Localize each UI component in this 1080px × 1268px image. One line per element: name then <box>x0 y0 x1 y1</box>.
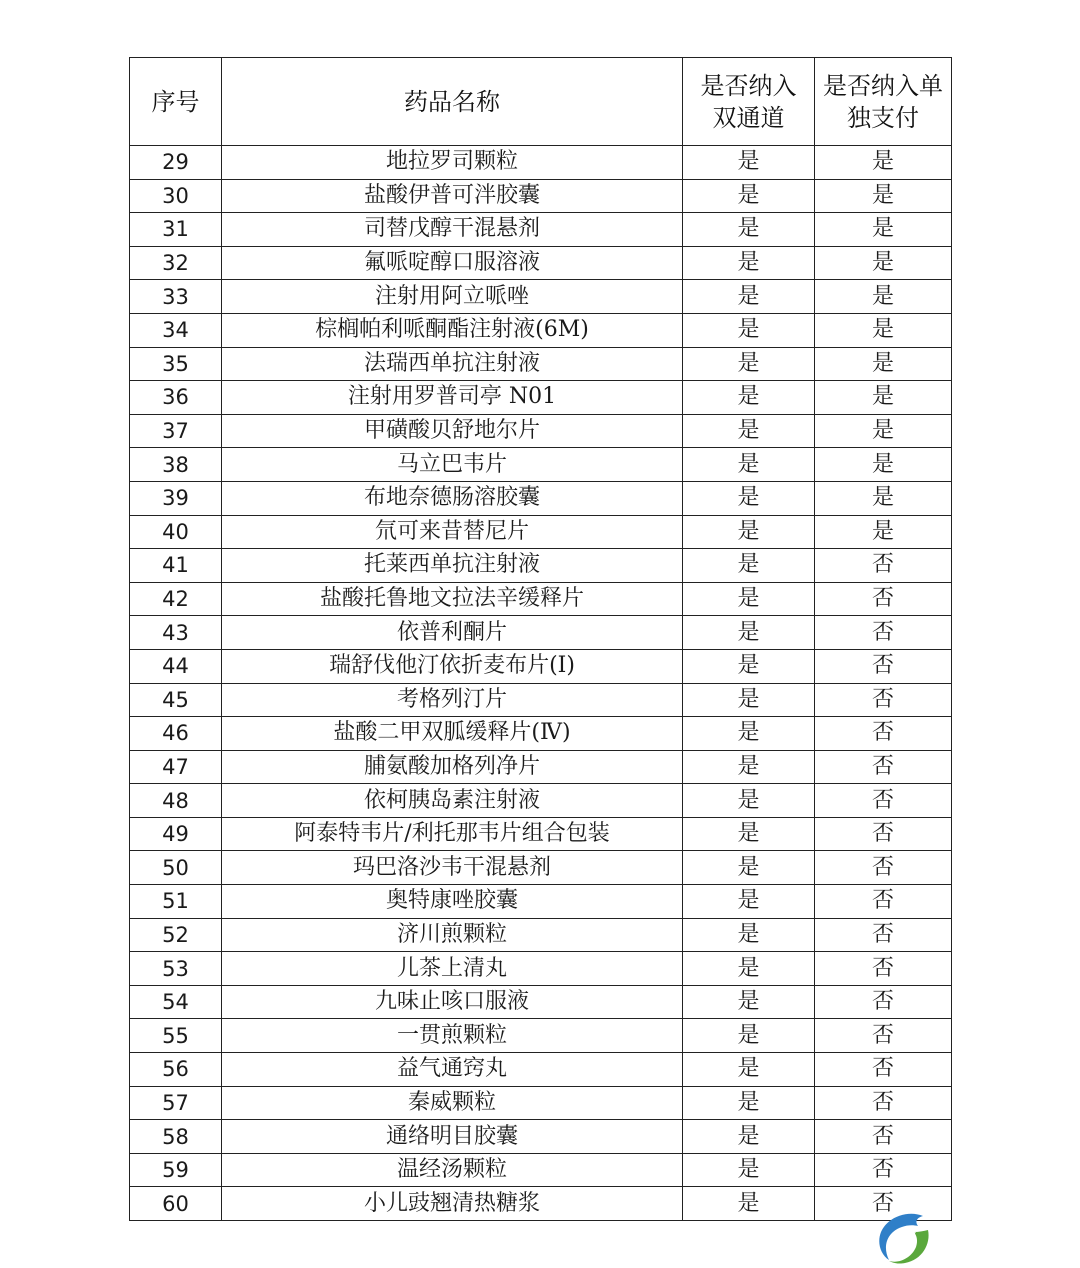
row-number: 38 <box>130 448 222 482</box>
dual-channel-value: 是 <box>683 448 815 482</box>
header-seq: 序号 <box>130 58 222 146</box>
table-row <box>130 1120 952 1154</box>
drug-name: 盐酸伊普可泮胶囊 <box>222 179 683 213</box>
table-row <box>130 1153 952 1187</box>
drug-name: 九味止咳口服液 <box>222 985 683 1019</box>
row-number: 40 <box>130 515 222 549</box>
drug-name: 秦威颗粒 <box>222 1086 683 1120</box>
table-row <box>130 784 952 818</box>
drug-name: 托莱西单抗注射液 <box>222 549 683 583</box>
table-row <box>130 616 952 650</box>
table-row <box>130 683 952 717</box>
header-separate-payment <box>815 58 952 146</box>
table-row <box>130 515 952 549</box>
separate-payment-value: 是 <box>815 246 952 280</box>
drug-name: 一贯煎颗粒 <box>222 1019 683 1053</box>
drug-name: 依柯胰岛素注射液 <box>222 784 683 818</box>
drug-name: 玛巴洛沙韦干混悬剂 <box>222 851 683 885</box>
separate-payment-value: 是 <box>815 448 952 482</box>
row-number: 55 <box>130 1019 222 1053</box>
separate-payment-value: 是 <box>815 481 952 515</box>
separate-payment-value: 否 <box>815 750 952 784</box>
row-number: 37 <box>130 414 222 448</box>
drug-name: 棕榈帕利哌酮酯注射液(6M) <box>222 313 683 347</box>
drug-name: 注射用罗普司亭 N01 <box>222 381 683 415</box>
drug-name: 甲磺酸贝舒地尔片 <box>222 414 683 448</box>
dual-channel-value: 是 <box>683 817 815 851</box>
row-number: 60 <box>130 1187 222 1221</box>
drug-name: 氟哌啶醇口服溶液 <box>222 246 683 280</box>
dual-channel-value: 是 <box>683 582 815 616</box>
dual-channel-value: 是 <box>683 280 815 314</box>
drug-name: 益气通窍丸 <box>222 1053 683 1087</box>
row-number: 32 <box>130 246 222 280</box>
dual-channel-value: 是 <box>683 616 815 650</box>
dual-channel-value: 是 <box>683 784 815 818</box>
header-drug-name: 药品名称 <box>222 58 683 146</box>
table-row <box>130 750 952 784</box>
table-row <box>130 381 952 415</box>
drug-name: 注射用阿立哌唑 <box>222 280 683 314</box>
dual-channel-value: 是 <box>683 750 815 784</box>
drug-name: 法瑞西单抗注射液 <box>222 347 683 381</box>
drug-name: 小儿豉翘清热糖浆 <box>222 1187 683 1221</box>
separate-payment-value: 否 <box>815 952 952 986</box>
separate-payment-value: 否 <box>815 1086 952 1120</box>
separate-payment-value: 否 <box>815 851 952 885</box>
table-header <box>130 58 952 146</box>
row-number: 53 <box>130 952 222 986</box>
dual-channel-value: 是 <box>683 717 815 751</box>
table-row <box>130 347 952 381</box>
table-row <box>130 649 952 683</box>
dual-channel-value: 是 <box>683 1086 815 1120</box>
table-row <box>130 582 952 616</box>
separate-payment-value: 是 <box>815 146 952 180</box>
row-number: 45 <box>130 683 222 717</box>
drug-name: 马立巴韦片 <box>222 448 683 482</box>
table-row <box>130 985 952 1019</box>
dual-channel-value: 是 <box>683 1187 815 1221</box>
table-row <box>130 717 952 751</box>
row-number: 46 <box>130 717 222 751</box>
table-row <box>130 280 952 314</box>
drug-name: 儿茶上清丸 <box>222 952 683 986</box>
dual-channel-value: 是 <box>683 1120 815 1154</box>
table-row <box>130 885 952 919</box>
separate-payment-value: 是 <box>815 280 952 314</box>
table-row <box>130 313 952 347</box>
table-row <box>130 448 952 482</box>
header-dual-channel <box>683 58 815 146</box>
separate-payment-value: 否 <box>815 582 952 616</box>
drug-name: 司替戊醇干混悬剂 <box>222 213 683 247</box>
row-number: 39 <box>130 481 222 515</box>
separate-payment-value: 是 <box>815 515 952 549</box>
logo-white-leaf <box>896 1232 916 1248</box>
drug-table <box>129 57 952 1221</box>
table-row <box>130 1187 952 1221</box>
drug-name: 地拉罗司颗粒 <box>222 146 683 180</box>
table-row <box>130 179 952 213</box>
separate-payment-value: 否 <box>815 649 952 683</box>
separate-payment-value: 否 <box>815 1153 952 1187</box>
dual-channel-value: 是 <box>683 481 815 515</box>
row-number: 34 <box>130 313 222 347</box>
row-number: 42 <box>130 582 222 616</box>
drug-name: 盐酸二甲双胍缓释片(Ⅳ) <box>222 717 683 751</box>
separate-payment-value: 是 <box>815 381 952 415</box>
table-row <box>130 1019 952 1053</box>
row-number: 54 <box>130 985 222 1019</box>
drug-name: 氘可来昔替尼片 <box>222 515 683 549</box>
table-row <box>130 918 952 952</box>
dual-channel-value: 是 <box>683 313 815 347</box>
drug-name: 阿泰特韦片/利托那韦片组合包装 <box>222 817 683 851</box>
header-dual-channel-text: 是否纳入双通道 <box>700 71 797 132</box>
table-row <box>130 549 952 583</box>
separate-payment-value: 是 <box>815 347 952 381</box>
drug-name: 通络明目胶囊 <box>222 1120 683 1154</box>
leaf-swirl-logo-icon <box>876 1210 934 1266</box>
row-number: 56 <box>130 1053 222 1087</box>
header-separate-payment-text: 是否纳入单独支付 <box>823 71 943 132</box>
separate-payment-value: 否 <box>815 817 952 851</box>
dual-channel-value: 是 <box>683 918 815 952</box>
separate-payment-value: 是 <box>815 313 952 347</box>
row-number: 57 <box>130 1086 222 1120</box>
separate-payment-value: 否 <box>815 985 952 1019</box>
dual-channel-value: 是 <box>683 414 815 448</box>
dual-channel-value: 是 <box>683 549 815 583</box>
separate-payment-value: 否 <box>815 918 952 952</box>
dual-channel-value: 是 <box>683 1019 815 1053</box>
drug-name: 依普利酮片 <box>222 616 683 650</box>
row-number: 50 <box>130 851 222 885</box>
separate-payment-value: 否 <box>815 1053 952 1087</box>
separate-payment-value: 否 <box>815 549 952 583</box>
row-number: 49 <box>130 817 222 851</box>
row-number: 43 <box>130 616 222 650</box>
separate-payment-value: 是 <box>815 414 952 448</box>
row-number: 48 <box>130 784 222 818</box>
row-number: 41 <box>130 549 222 583</box>
row-number: 59 <box>130 1153 222 1187</box>
row-number: 52 <box>130 918 222 952</box>
separate-payment-value: 是 <box>815 179 952 213</box>
header-row <box>130 58 952 146</box>
drug-name: 奥特康唑胶囊 <box>222 885 683 919</box>
table-row <box>130 1086 952 1120</box>
row-number: 29 <box>130 146 222 180</box>
drug-name: 考格列汀片 <box>222 683 683 717</box>
dual-channel-value: 是 <box>683 683 815 717</box>
dual-channel-value: 是 <box>683 851 815 885</box>
dual-channel-value: 是 <box>683 515 815 549</box>
row-number: 47 <box>130 750 222 784</box>
dual-channel-value: 是 <box>683 1053 815 1087</box>
dual-channel-value: 是 <box>683 179 815 213</box>
separate-payment-value: 否 <box>815 1120 952 1154</box>
table-row <box>130 817 952 851</box>
separate-payment-value: 否 <box>815 616 952 650</box>
table-row <box>130 414 952 448</box>
row-number: 44 <box>130 649 222 683</box>
row-number: 33 <box>130 280 222 314</box>
row-number: 30 <box>130 179 222 213</box>
separate-payment-value: 否 <box>815 717 952 751</box>
dual-channel-value: 是 <box>683 381 815 415</box>
drug-name: 济川煎颗粒 <box>222 918 683 952</box>
separate-payment-value: 否 <box>815 1019 952 1053</box>
table-row <box>130 481 952 515</box>
separate-payment-value: 否 <box>815 683 952 717</box>
dual-channel-value: 是 <box>683 985 815 1019</box>
dual-channel-value: 是 <box>683 347 815 381</box>
row-number: 51 <box>130 885 222 919</box>
drug-name: 盐酸托鲁地文拉法辛缓释片 <box>222 582 683 616</box>
dual-channel-value: 是 <box>683 146 815 180</box>
table-row <box>130 1053 952 1087</box>
separate-payment-value: 否 <box>815 885 952 919</box>
row-number: 58 <box>130 1120 222 1154</box>
row-number: 36 <box>130 381 222 415</box>
dual-channel-value: 是 <box>683 649 815 683</box>
table-row <box>130 213 952 247</box>
table-body <box>130 146 952 1221</box>
table-row <box>130 146 952 180</box>
dual-channel-value: 是 <box>683 952 815 986</box>
drug-name: 瑞舒伐他汀依折麦布片(Ⅰ) <box>222 649 683 683</box>
separate-payment-value: 否 <box>815 1187 952 1221</box>
separate-payment-value: 否 <box>815 784 952 818</box>
separate-payment-value: 是 <box>815 213 952 247</box>
drug-name: 布地奈德肠溶胶囊 <box>222 481 683 515</box>
table-row <box>130 246 952 280</box>
dual-channel-value: 是 <box>683 246 815 280</box>
row-number: 35 <box>130 347 222 381</box>
dual-channel-value: 是 <box>683 213 815 247</box>
drug-name: 温经汤颗粒 <box>222 1153 683 1187</box>
row-number: 31 <box>130 213 222 247</box>
drug-name: 脯氨酸加格列净片 <box>222 750 683 784</box>
table-row <box>130 952 952 986</box>
dual-channel-value: 是 <box>683 885 815 919</box>
dual-channel-value: 是 <box>683 1153 815 1187</box>
table-row <box>130 851 952 885</box>
